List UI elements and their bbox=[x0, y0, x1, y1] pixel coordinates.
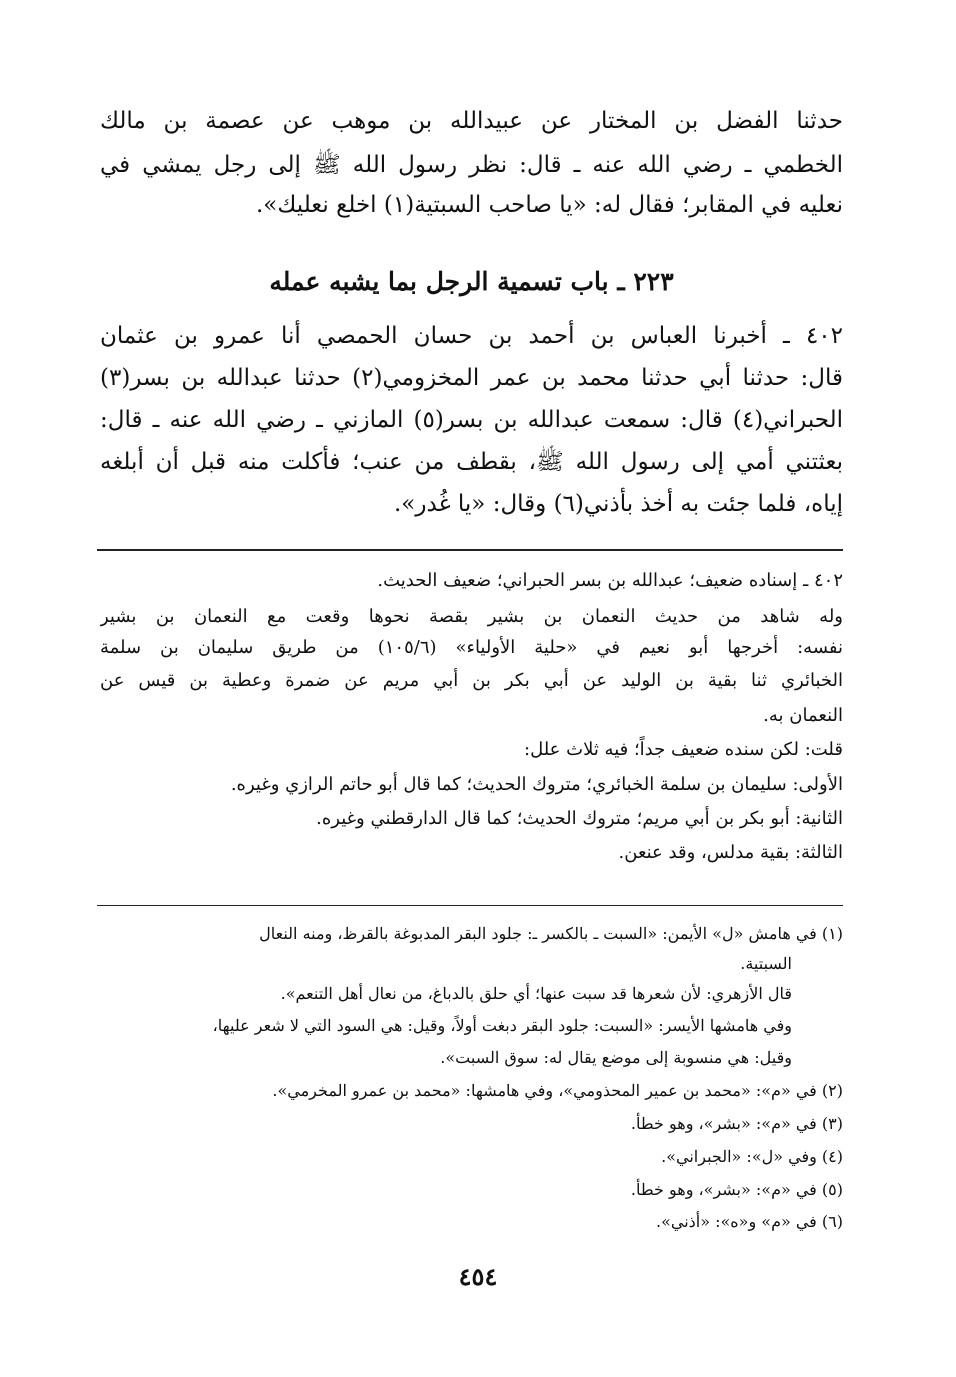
commentary-line-5: النعمان به. bbox=[763, 705, 843, 726]
commentary-line-1: ٤٠٢ ـ إسناده ضعيف؛ عبدالله بن بسر الحبراني؛ ضعيف الحديث. bbox=[377, 570, 843, 591]
commentary-line-9: الثالثة: بقية مدلس، وقد عنعن. bbox=[618, 842, 843, 863]
main-text-line-2: الخطمي ـ رضي الله عنه ـ قال: نظر رسول الله ﷺ إلى رجل يمشي في bbox=[100, 152, 843, 178]
footnote-3: (٣) في «م»: «بشر»، وهو خطأ. bbox=[630, 1114, 843, 1133]
hadith-line-3: الحبراني(٤) قال: سمعت عبدالله بن بسر(٥) المازني ـ رضي الله عنه ـ قال: bbox=[100, 407, 843, 433]
main-text-line-3: نعليه في المقابر؛ فقال له: «يا صاحب السبتية(١) اخلع نعليك». bbox=[255, 192, 843, 218]
footnote-6: (٦) في «م» و«ه»: «أذني». bbox=[656, 1212, 843, 1231]
hadith-line-5: إياه، فلما جئت به أخذ بأذني(٦) وقال: «يا غُدر». bbox=[394, 491, 843, 517]
main-divider bbox=[97, 549, 843, 551]
footnote-5: (٥) في «م»: «بشر»، وهو خطأ. bbox=[630, 1180, 843, 1199]
footnote-1-line-5: وقيل: هي منسوبة إلى موضع يقال له: سوق السبت». bbox=[440, 1048, 792, 1067]
footnote-1-line-3: قال الأزهري: لأن شعرها قد سبت عنها؛ أي حلق بالدباغ، من نعال أهل التنعم». bbox=[280, 984, 792, 1003]
commentary-line-4: الخبائري ثنا بقية بن الوليد عن أبي بكر بن أبي مريم عن ضمرة وعطية بن قيس عن bbox=[100, 670, 843, 691]
hadith-line-2: قال: حدثنا أبي حدثنا محمد بن عمر المخزومي(٢) حدثنا عبدالله بن بسر(٣) bbox=[100, 365, 843, 391]
commentary-line-2: وله شاهد من حديث النعمان بن بشير بقصة نحوها وقعت مع النعمان بن بشير bbox=[100, 606, 843, 627]
commentary-line-3: نفسه: أخرجها أبو نعيم في «حلية الأولياء» (١٠٥/٦) من طريق سليمان بن سلمة bbox=[100, 637, 843, 658]
footnote-1-line-1: (١) في هامش «ل» الأيمن: «السبت ـ بالكسر ـ: جلود البقر المدبوغة بالقرظ، ومنه النعال bbox=[259, 924, 843, 943]
main-text-line-1: حدثنا الفضل بن المختار عن عبيدالله بن موهب عن عصمة بن مالك bbox=[100, 108, 843, 134]
footnote-4: (٤) وفي «ل»: «الجبراني». bbox=[661, 1147, 843, 1166]
hadith-line-4: بعثتني أمي إلى رسول الله ﷺ، بقطف من عنب؛ فأكلت منه قبل أن أبلغه bbox=[100, 449, 843, 475]
commentary-line-6: قلت: لكن سنده ضعيف جداً؛ فيه ثلاث علل: bbox=[524, 739, 843, 760]
footnote-divider bbox=[97, 905, 843, 906]
hadith-line-1: ٤٠٢ ـ أخبرنا العباس بن أحمد بن حسان الحمصي أنا عمرو بن عثمان bbox=[100, 323, 843, 349]
page-number: ٤٥٤ bbox=[458, 1262, 498, 1291]
footnote-1-line-4: وفي هامشها الأيسر: «السبت: جلود البقر دبغت أولاً، وقيل: هي السود التي لا شعر عليها، bbox=[212, 1016, 792, 1035]
chapter-heading: ٢٢٣ ـ باب تسمية الرجل بما يشبه عمله bbox=[269, 267, 674, 296]
commentary-line-7: الأولى: سليمان بن سلمة الخبائري؛ متروك الحديث؛ كما قال أبو حاتم الرازي وغيره. bbox=[230, 774, 843, 795]
commentary-line-8: الثانية: أبو بكر بن أبي مريم؛ متروك الحديث؛ كما قال الدارقطني وغيره. bbox=[316, 808, 843, 829]
footnote-1-line-2: السبتية. bbox=[740, 954, 792, 973]
footnote-2: (٢) في «م»: «محمد بن عمير المحذومي»، وفي هامشها: «محمد بن عمرو المخرمي». bbox=[272, 1081, 843, 1100]
